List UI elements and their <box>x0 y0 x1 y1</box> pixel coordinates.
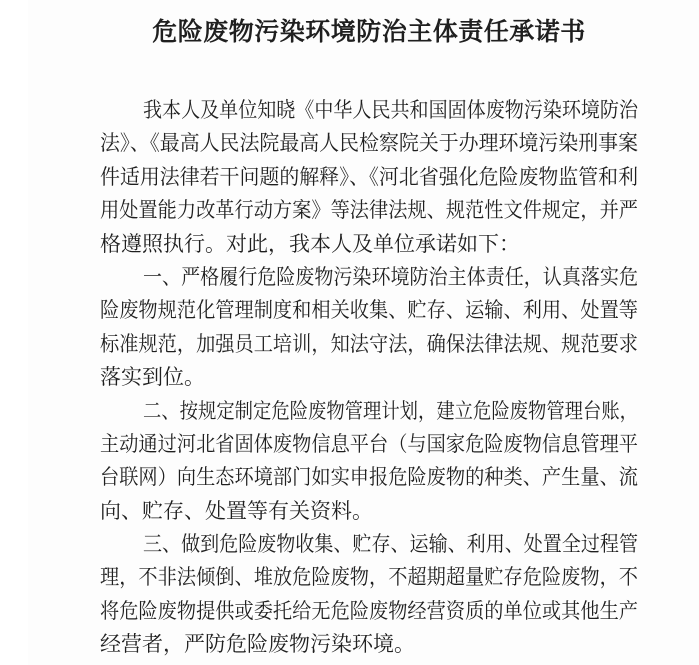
document-line <box>100 328 670 361</box>
document-line <box>100 428 670 461</box>
document-title: 危险废物污染环境防治主体责任承诺书 <box>152 19 586 46</box>
document-line <box>100 261 670 294</box>
document-line <box>100 294 670 327</box>
document-line-text: 用处置能力改革行动方案》等法律法规、规范性文件规定，并严 <box>100 198 638 223</box>
document-body <box>100 94 670 662</box>
paragraph <box>100 94 670 261</box>
document-line-text: 标准规范，加强员工培训，知法守法，确保法律法规、规范要求 <box>100 331 638 356</box>
document-line <box>100 595 670 628</box>
document-line <box>100 228 670 261</box>
document-line-text: 三、做到危险废物收集、贮存、运输、利用、处置全过程管 <box>143 532 638 557</box>
document-line-text: 我本人及单位知晓《中华人民共和国固体废物污染环境防治 <box>143 98 638 122</box>
document-line <box>100 461 670 494</box>
document-line-text: 格遵照执行。对此，我本人及单位承诺如下： <box>100 231 520 256</box>
document-line <box>100 361 670 394</box>
document-line <box>100 628 670 661</box>
document-line <box>100 395 670 428</box>
document-line-text: 一、严格履行危险废物污染环境防治主体责任，认真落实危 <box>143 264 638 289</box>
document-line <box>100 94 670 127</box>
paragraph <box>100 395 670 529</box>
document-line-text: 险废物规范化管理制度和相关收集、贮存、运输、利用、处置等 <box>100 298 638 323</box>
document-line-text: 台联网）向生态环境部门如实申报危险废物的种类、产生量、流 <box>100 465 638 490</box>
document-line-text: 件适用法律若干问题的解释》、《河北省强化危险废物监管和利 <box>100 164 638 189</box>
paragraph <box>100 261 670 395</box>
document-line-text: 二、按规定制定危险废物管理计划，建立危险废物管理台账， <box>143 398 638 423</box>
document-line <box>100 161 670 194</box>
document-line-text: 将危险废物提供或委托给无危险废物经营资质的单位或其他生产 <box>100 598 638 623</box>
document-line <box>100 127 670 160</box>
document-line-text: 理，不非法倾倒、堆放危险废物，不超期超量贮存危险废物，不 <box>100 565 638 590</box>
document-line-text: 经营者，严防危险废物污染环境。 <box>100 632 415 657</box>
document-line <box>100 561 670 594</box>
document-line <box>100 528 670 561</box>
paragraph <box>100 528 670 662</box>
document-line <box>100 495 670 528</box>
document-line <box>100 194 670 227</box>
document-line-text: 主动通过河北省固体废物信息平台（与国家危险废物信息管理平 <box>100 431 638 456</box>
document-line-text: 法》、《最高人民法院最高人民检察院关于办理环境污染刑事案 <box>100 131 638 156</box>
document-line-text: 向、贮存、处置等有关资料。 <box>100 498 373 523</box>
document-line-text: 落实到位。 <box>100 365 205 390</box>
